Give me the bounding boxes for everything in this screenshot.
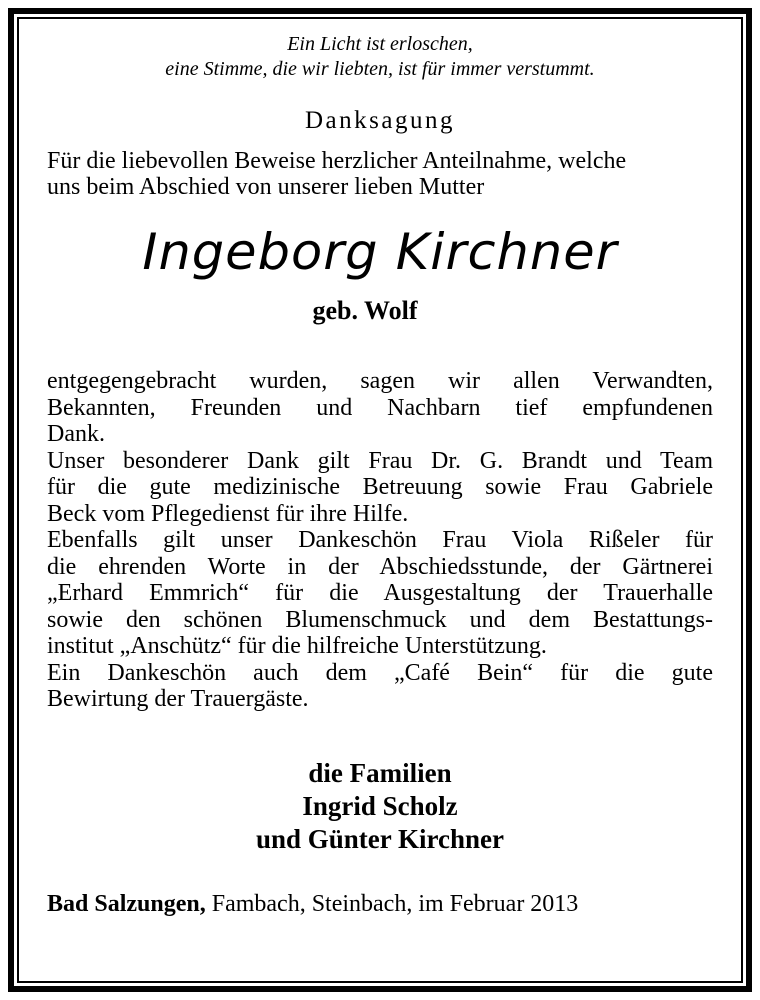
body-line: Bekannten, Freunden und Nachbarn tief empfundenen (47, 394, 713, 421)
motto-line-2: eine Stimme, die wir liebten, ist für immer verstummt. (165, 58, 595, 80)
body-line: für die gute medizinische Betreuung sowie Frau Gabriele (47, 474, 713, 500)
intro-line-2: uns beim Abschied von unserer lieben Mutter (47, 174, 485, 200)
body-line: Dank. (47, 421, 105, 447)
body-line: Beck vom Pflegedienst für ihre Hilfe. (47, 500, 409, 527)
body-line: institut „Anschütz“ für die hilfreiche Unterstützung. (47, 633, 547, 659)
body-line: Unser besonderer Dank gilt Frau Dr. G. Brandt und Team (47, 447, 713, 474)
body-line: entgegengebracht wurden, sagen wir allen Verwandten, (47, 368, 713, 394)
signature-line-3: und Günter Kirchner (255, 823, 505, 854)
signature-line-1: die Familien (308, 757, 452, 788)
place-date (47, 890, 713, 918)
notice-content (47, 32, 713, 918)
heading: Danksagung (305, 107, 455, 134)
motto (47, 32, 713, 82)
motto-line-1: Ein Licht ist erloschen, (287, 33, 473, 55)
place-town: Bad Salzungen, (47, 890, 206, 917)
body-line: Bewirtung der Trauergäste. (47, 686, 309, 712)
place-rest: Fambach, Steinbach, im Februar 2013 (205, 890, 579, 917)
birth-name: geb. Wolf (312, 296, 418, 325)
body-text (47, 368, 713, 713)
body-line: Ebenfalls gilt unser Dankeschön Frau Viola Rißeler für (47, 527, 713, 553)
intro-text (47, 148, 713, 200)
body-line: sowie den schönen Blumenschmuck und dem Bestattungs- (47, 606, 713, 633)
body-line: „Erhard Emmrich“ für die Ausgestaltung der Trauerhalle (47, 580, 713, 606)
deceased-name: Ingeborg Kirchner (142, 223, 618, 281)
signature (47, 757, 713, 856)
body-line: Ein Dankeschön auch dem „Café Bein“ für die gute (47, 659, 713, 686)
body-line: die ehrenden Worte in der Abschiedsstunde, der Gärtnerei (47, 553, 713, 580)
signature-line-2: Ingrid Scholz (302, 790, 458, 821)
intro-line-1: Für die liebevollen Beweise herzlicher Anteilnahme, welche (47, 148, 627, 174)
